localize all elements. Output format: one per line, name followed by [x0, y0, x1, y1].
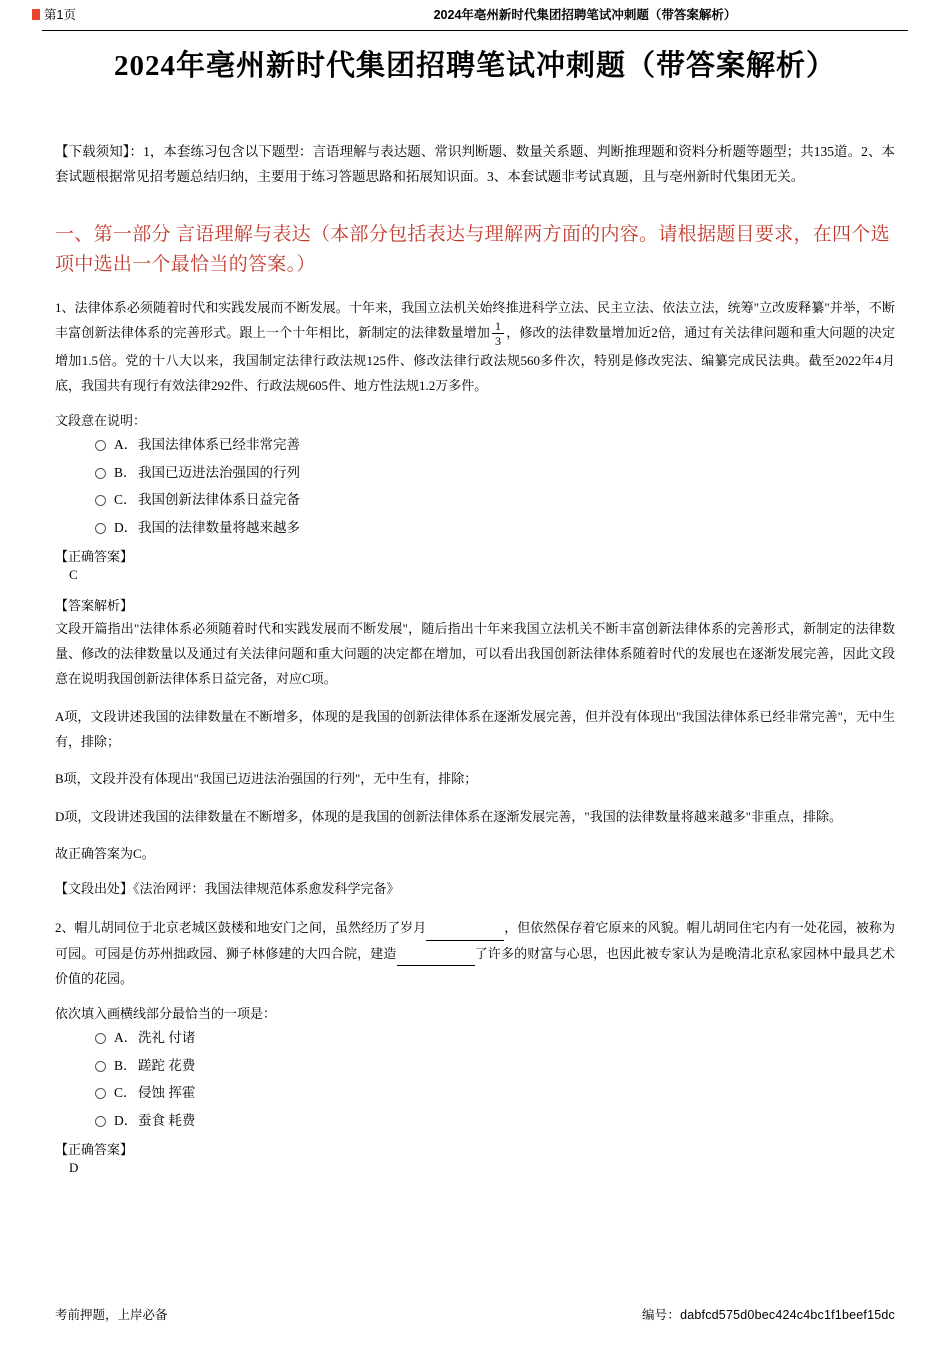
radio-icon[interactable] — [95, 1033, 106, 1044]
radio-icon[interactable] — [95, 1061, 106, 1072]
question-2-ask: 依次填入画横线部分最恰当的一项是： — [55, 1006, 277, 1022]
radio-icon[interactable] — [95, 440, 106, 451]
question-1-ask: 文段意在说明： — [55, 413, 147, 429]
option-letter: D． — [114, 1112, 138, 1128]
option-text: 蹉跎 花费 — [138, 1057, 196, 1073]
page-header — [0, 0, 950, 28]
radio-icon[interactable] — [95, 1088, 106, 1099]
question-1-source-text: 《法治网评：我国法律规范体系愈发科学完备》 — [133, 881, 400, 897]
question-2-stem-part1: 2、帽儿胡同位于北京老城区鼓楼和地安门之间，虽然经历了岁月 — [55, 920, 427, 936]
option-letter: A． — [114, 437, 138, 453]
header-page-number: 第1页 — [44, 8, 76, 22]
question-2-options — [55, 1028, 895, 1130]
option-a[interactable] — [55, 1028, 895, 1048]
radio-icon[interactable] — [95, 495, 106, 506]
option-text: 蚕食 耗费 — [138, 1112, 196, 1128]
option-a[interactable] — [55, 435, 895, 455]
question-1 — [55, 295, 895, 898]
radio-icon[interactable] — [95, 523, 106, 534]
header-title: 2024年亳州新时代集团招聘笔试冲刺题（带答案解析） — [433, 8, 737, 22]
document-body — [55, 140, 895, 1188]
footer-code-label: 编号： — [641, 1308, 681, 1322]
question-1-stem-part1: 1、法律体系必须随着时代和实践发展而不断发展。十年来，我国立法机关始终推进科学立法、民主立法、依法立法，统筹"立改废释纂"并举，不断丰富创新法律体系的完善形式。跟上一个十年相比，新制定的法律数量增加 — [55, 299, 895, 341]
question-1-answer: C — [69, 566, 78, 582]
question-1-source — [55, 878, 895, 897]
question-2 — [55, 915, 895, 1175]
question-1-stem-part2: ，修改的法律数量增加近2倍，通过有关法律问题和重大问题的决定增加1.5倍。党的十八大以来，我国制定法律行政法规125件、修改法律行政法规560多件次，特别是修改宪法、编纂完成民法典。截至2022年4月底，我国共有现行有效法律292件、行政法规605件、地方性法规1.2万多件。 — [55, 325, 895, 393]
page-title: 2024年亳州新时代集团招聘笔试冲刺题（带答案解析） — [113, 50, 836, 82]
fraction-one-third — [492, 320, 504, 347]
fill-blank-1[interactable] — [426, 926, 504, 941]
radio-icon[interactable] — [95, 468, 106, 479]
option-c[interactable] — [55, 1083, 895, 1103]
option-letter: A． — [114, 1030, 138, 1046]
option-text: 我国法律体系已经非常完善 — [138, 437, 300, 453]
page-footer — [55, 1305, 895, 1323]
option-text: 我国的法律数量将越来越多 — [138, 519, 300, 535]
question-1-analysis-p1: 文段开篇指出"法律体系必须随着时代和实践发展而不断发展"，随后指出十年来我国立法机关不断丰富创新法律体系的完善形式，新制定的法律数量、修改的法律数量以及通过有关法律问题和重大问题的决定都在增加，可以看出我国创新法律体系随着时代的发展也在逐渐发展完善，因此文段意在说明我国创新法律体系日益完备，对应C项。 — [55, 620, 895, 687]
fill-blank-2[interactable] — [397, 951, 475, 966]
question-1-source-label: 【文段出处】 — [55, 881, 134, 897]
option-text: 我国已迈进法治强国的行列 — [138, 464, 300, 480]
question-2-stem-part3: 了许多的财富与心思，也因此被专家认为是晚清北京私家园林中最具艺术价值的花园。 — [55, 945, 895, 986]
option-letter: B． — [114, 464, 137, 480]
option-d[interactable] — [55, 518, 895, 538]
option-d[interactable] — [55, 1111, 895, 1131]
question-2-stem-part2: ，但依然保存着它原来的风貌。帽儿胡同住宅内有一处花园，被称为可园。可园是仿苏州拙政园、狮子林修建的大四合院，建造 — [55, 920, 895, 961]
fraction-denominator: 3 — [492, 333, 504, 347]
footer-code-value: dabfcd575d0bec424c4bc1f1beef15dc — [680, 1308, 895, 1322]
question-1-options — [55, 435, 895, 537]
section-heading: 一、第一部分 言语理解与表达（本部分包括表达与理解两方面的内容。请根据题目要求，在四个选项中选出一个最恰当的答案。） — [55, 223, 890, 276]
download-notice: 【下载须知】：1，本套练习包含以下题型：言语理解与表达题、常识判断题、数量关系题、判断推理题和资料分析题等题型；共135道。2、本套试题根据常见招考题总结归纳，主要用于练习答题思路和拓展知识面。3、本套试题非考试真题，且与亳州新时代集团无关。 — [55, 144, 895, 184]
question-1-answer-label: 【正确答案】 — [55, 548, 134, 564]
question-1-analysis-p5: 故正确答案为C。 — [55, 845, 155, 861]
question-1-analysis-p4: D项，文段讲述我国的法律数量在不断增多，体现的是我国的创新法律体系在逐渐发展完善，"我国的法律数量将越来越多"非重点，排除。 — [55, 808, 843, 824]
question-1-analysis-p3: B项，文段并没有体现出"我国已迈进法治强国的行列"，无中生有，排除； — [55, 771, 478, 787]
header-divider — [42, 30, 908, 31]
question-2-stem — [55, 915, 895, 991]
option-letter: C． — [114, 1085, 137, 1101]
footer-slogan: 考前押题，上岸必备 — [55, 1308, 168, 1322]
option-letter: B． — [114, 1057, 137, 1073]
option-text: 侵蚀 挥霍 — [138, 1085, 196, 1101]
option-b[interactable] — [55, 463, 895, 483]
question-1-analysis-p2: A项，文段讲述我国的法律数量在不断增多，体现的是我国的创新法律体系在逐渐发展完善，但并没有体现出"我国法律体系已经非常完善"，无中生有，排除； — [55, 708, 895, 749]
option-letter: D． — [114, 519, 138, 535]
question-1-analysis-label: 【答案解析】 — [55, 597, 134, 613]
radio-icon[interactable] — [95, 1116, 106, 1127]
option-text: 我国创新法律体系日益完备 — [138, 492, 300, 508]
option-text: 洗礼 付诸 — [138, 1030, 196, 1046]
question-2-answer: D — [69, 1159, 79, 1175]
question-1-stem — [55, 295, 895, 399]
option-letter: C． — [114, 492, 137, 508]
fraction-numerator: 1 — [495, 318, 502, 333]
question-2-answer-label: 【正确答案】 — [55, 1141, 134, 1157]
option-b[interactable] — [55, 1056, 895, 1076]
footer-code — [642, 1305, 895, 1323]
option-c[interactable] — [55, 490, 895, 510]
